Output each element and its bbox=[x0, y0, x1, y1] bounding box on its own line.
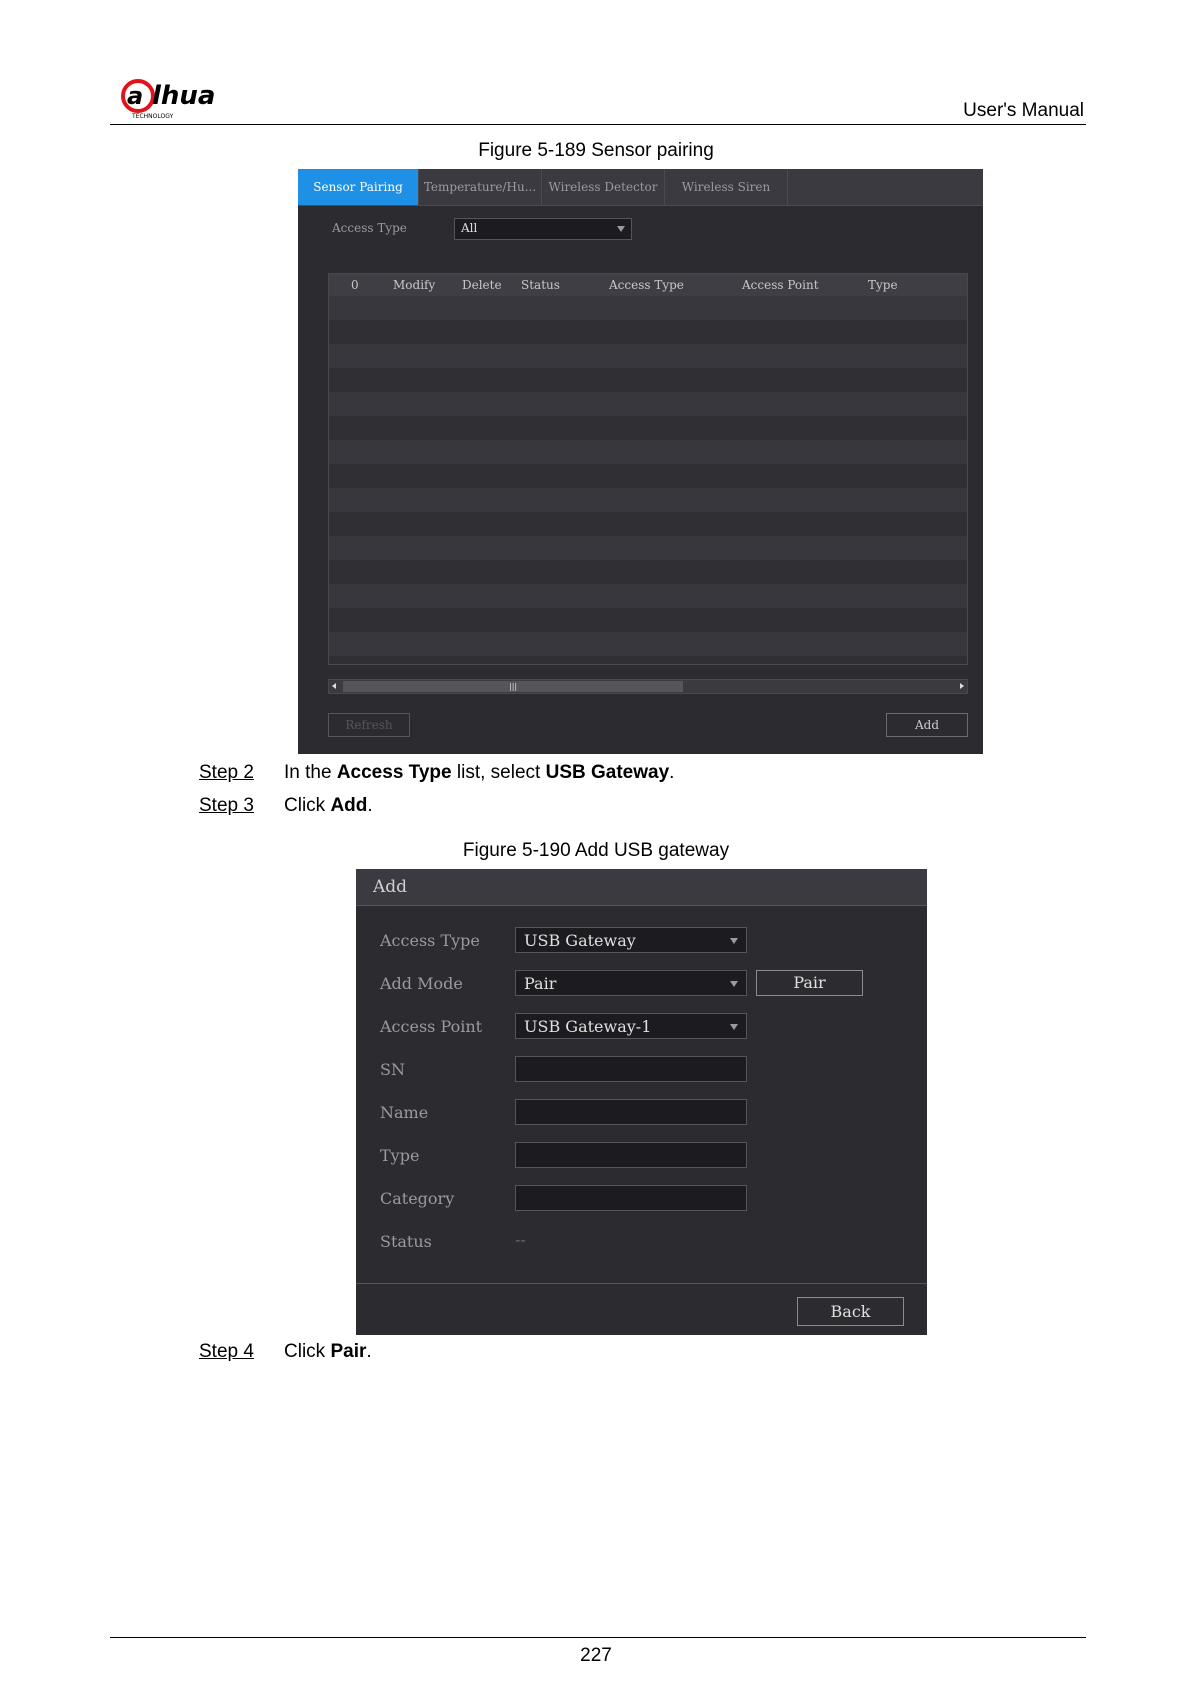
sensor-pairing-screenshot bbox=[298, 169, 983, 754]
col-status: Status bbox=[521, 278, 560, 292]
scroll-left-icon[interactable] bbox=[332, 683, 336, 689]
category-field[interactable] bbox=[515, 1185, 747, 1211]
svg-text:a: a bbox=[127, 82, 144, 110]
step-3-text: Click Add. bbox=[284, 795, 373, 816]
col-access-point: Access Point bbox=[742, 278, 819, 292]
table-row bbox=[329, 560, 967, 584]
table-row bbox=[329, 392, 967, 416]
figure2-caption: Figure 5-190 Add USB gateway bbox=[462, 840, 730, 861]
scroll-right-icon[interactable] bbox=[960, 683, 964, 689]
table-row bbox=[329, 608, 967, 632]
dialog-footer-divider bbox=[356, 1283, 927, 1284]
status-value: -- bbox=[515, 1230, 526, 1249]
step-4-label: Step 4 bbox=[199, 1341, 254, 1362]
access-point-label: Access Point bbox=[380, 1017, 483, 1036]
dialog-title: Add bbox=[373, 877, 408, 897]
access-point-select[interactable] bbox=[515, 1013, 747, 1039]
step-2-label: Step 2 bbox=[199, 762, 254, 783]
access-type-select[interactable] bbox=[515, 927, 747, 953]
name-field[interactable] bbox=[515, 1099, 747, 1125]
add-mode-select[interactable] bbox=[515, 970, 747, 996]
chevron-down-icon bbox=[617, 226, 625, 232]
step-4-text: Click Pair. bbox=[284, 1341, 372, 1362]
table-row bbox=[329, 536, 967, 560]
table-row bbox=[329, 632, 967, 656]
col-index: 0 bbox=[351, 278, 359, 292]
add-mode-label: Add Mode bbox=[380, 974, 463, 993]
table-row bbox=[329, 512, 967, 536]
tab-bar bbox=[298, 169, 983, 206]
sn-label: SN bbox=[380, 1060, 405, 1079]
sn-field[interactable] bbox=[515, 1056, 747, 1082]
type-field[interactable] bbox=[515, 1142, 747, 1168]
header-divider bbox=[110, 124, 1086, 125]
table-row bbox=[329, 296, 967, 320]
svg-text:TECHNOLOGY: TECHNOLOGY bbox=[132, 113, 174, 120]
svg-text:lhua: lhua bbox=[152, 81, 216, 111]
access-type-label: Access Type bbox=[332, 221, 407, 235]
access-type-value: All bbox=[461, 221, 478, 235]
tab-temperature-humidity[interactable]: Temperature/Hu... bbox=[419, 169, 542, 205]
add-button[interactable]: Add bbox=[886, 713, 968, 737]
refresh-button[interactable]: Refresh bbox=[328, 713, 410, 737]
add-mode-value: Pair bbox=[524, 974, 557, 993]
table-row bbox=[329, 488, 967, 512]
access-type-select[interactable] bbox=[454, 218, 632, 240]
horizontal-scrollbar[interactable] bbox=[328, 679, 968, 694]
type-label: Type bbox=[380, 1146, 420, 1165]
tab-wireless-detector[interactable]: Wireless Detector bbox=[542, 169, 665, 205]
col-type: Type bbox=[868, 278, 898, 292]
pair-button[interactable]: Pair bbox=[756, 970, 863, 996]
tab-wireless-siren[interactable]: Wireless Siren bbox=[665, 169, 788, 205]
col-delete: Delete bbox=[462, 278, 502, 292]
access-type-label: Access Type bbox=[380, 931, 480, 950]
page-number: 227 bbox=[580, 1645, 612, 1666]
chevron-down-icon bbox=[730, 1024, 738, 1030]
table-header bbox=[329, 274, 967, 296]
step-2-text: In the Access Type list, select USB Gateway. bbox=[284, 762, 675, 783]
table-row bbox=[329, 440, 967, 464]
table-row bbox=[329, 416, 967, 440]
status-label: Status bbox=[380, 1232, 432, 1251]
grip-icon: ||| bbox=[509, 682, 518, 691]
footer-divider bbox=[110, 1637, 1086, 1638]
table-row bbox=[329, 344, 967, 368]
step-3-label: Step 3 bbox=[199, 795, 254, 816]
category-label: Category bbox=[380, 1189, 455, 1208]
figure1-caption: Figure 5-189 Sensor pairing bbox=[478, 140, 714, 161]
tab-sensor-pairing[interactable]: Sensor Pairing bbox=[298, 169, 419, 205]
col-modify: Modify bbox=[393, 278, 436, 292]
dahua-logo bbox=[120, 74, 260, 122]
chevron-down-icon bbox=[730, 981, 738, 987]
add-usb-gateway-screenshot bbox=[356, 869, 927, 1335]
sensor-table bbox=[328, 273, 968, 665]
col-access-type: Access Type bbox=[609, 278, 684, 292]
manual-title: User's Manual bbox=[963, 100, 1084, 121]
table-row bbox=[329, 464, 967, 488]
table-row bbox=[329, 584, 967, 608]
name-label: Name bbox=[380, 1103, 429, 1122]
access-point-value: USB Gateway-1 bbox=[524, 1017, 652, 1036]
dialog-title-bar bbox=[356, 869, 927, 906]
back-button[interactable]: Back bbox=[797, 1297, 904, 1326]
table-row bbox=[329, 368, 967, 392]
chevron-down-icon bbox=[730, 938, 738, 944]
table-row bbox=[329, 320, 967, 344]
access-type-value: USB Gateway bbox=[524, 931, 636, 950]
